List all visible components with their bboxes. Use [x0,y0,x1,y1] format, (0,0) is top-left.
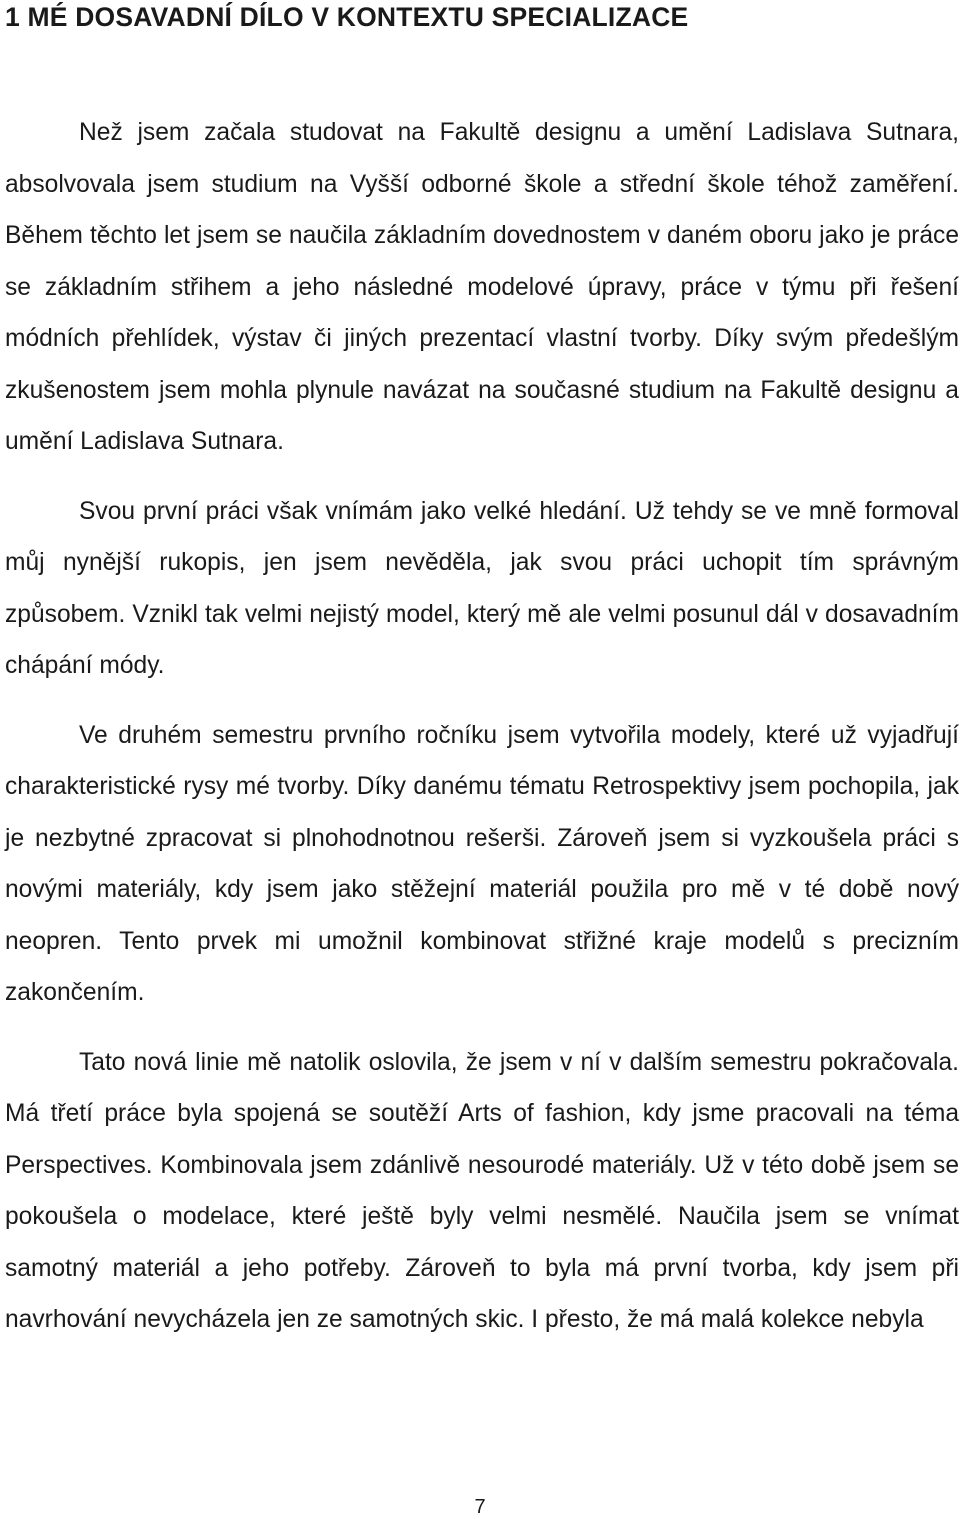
page-number: 7 [474,1496,486,1518]
chapter-heading: 1 MÉ DOSAVADNÍ DÍLO V KONTEXTU SPECIALIZACE [5,2,689,32]
paragraph-3: Ve druhém semestru prvního ročníku jsem vytvořila modely, které už vyjadřují charakteristické rysy mé tvorby. Díky danému tématu Retrospektivy jsem pochopila, jak je nezbytné zpracovat si plnohodnotnou rešerši. Zároveň jsem si vyzkoušela práci s novými materiály, kdy jsem jako stěžejní materiál použila pro mě v té době nový neopren. Tento prvek mi umožnil kombinovat střižné kraje modelů s precizním zakončením. [5,721,959,1006]
paragraph-1: Než jsem začala studovat na Fakultě designu a umění Ladislava Sutnara, absolvovala jsem studium na Vyšší odborné škole a střední škole téhož zaměření. Během těchto let jsem se naučila základním dovednostem v daném oboru jako je práce se základním střihem a jeho následné modelové úpravy, práce v týmu při řešení módních přehlídek, výstav či jiných prezentací vlastní tvorby. Díky svým předešlým zkušenostem jsem mohla plynule navázat na současné studium na Fakultě designu a umění Ladislava Sutnara. [5,119,959,455]
paragraph-4: Tato nová linie mě natolik oslovila, že jsem v ní v dalším semestru pokračovala. Má třetí práce byla spojená se soutěží Arts of fashion, kdy jsme pracovali na téma Perspectives. Kombinovala jsem zdánlivě nesourodé materiály. Už v této době jsem se pokoušela o modelace, které ještě byly velmi nesmělé. Naučila jsem se vnímat samotný materiál a jeho potřeby. Zároveň to byla má první tvorba, kdy jsem při navrhování nevycházela jen ze samotných skic. I přesto, že má malá kolekce nebyla [5,1048,959,1333]
body-text [5,107,959,1346]
paragraph-2: Svou první práci však vnímám jako velké hledání. Už tehdy se ve mně formoval můj nynější rukopis, jen jsem nevěděla, jak svou práci uchopit tím správným způsobem. Vznikl tak velmi nejistý model, který mě ale velmi posunul dál v dosavadním chápání módy. [5,497,959,679]
